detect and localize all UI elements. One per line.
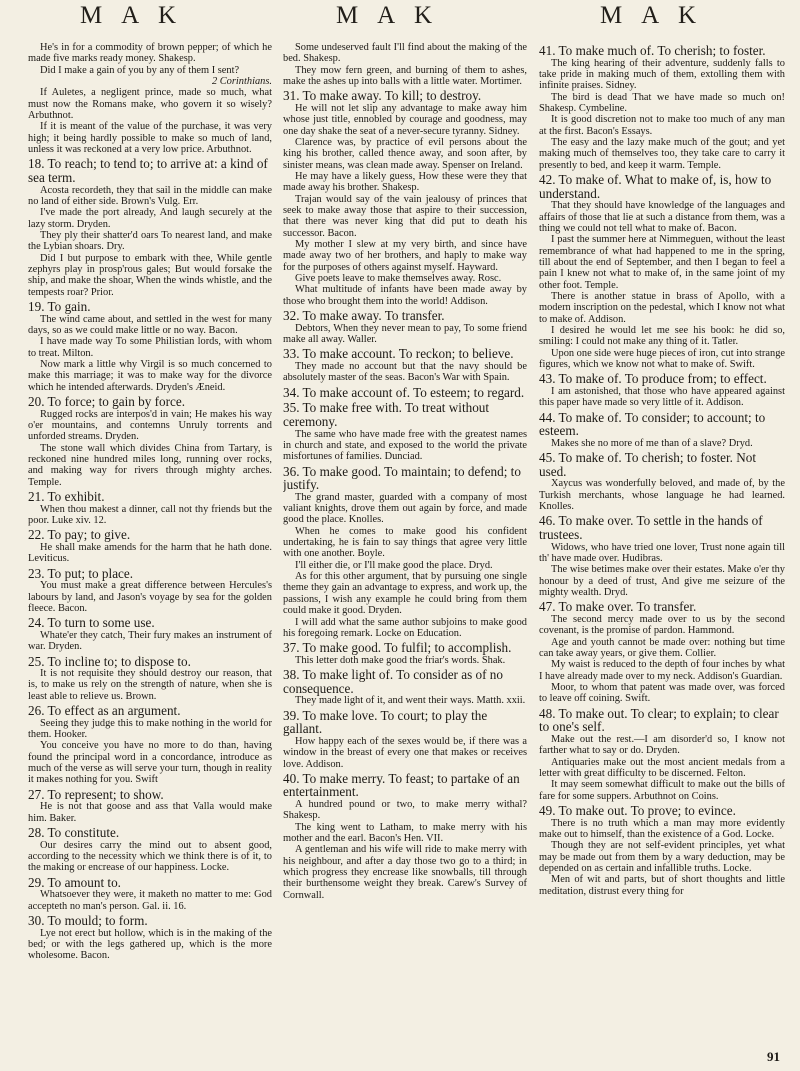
quotation-paragraph: Widows, who have tried one lover, Trust none again till th' have made over. Hudibras.: [539, 541, 785, 564]
quotation-paragraph: It is not requisite they should destroy our reason, that is, to make us rely on the strength of nature, when she is least able to relieve us. Brown.: [28, 668, 272, 702]
sense-heading: 39. To make love. To court; to play the gallant.: [283, 707, 488, 737]
sense-heading: 25. To incline to; to dispose to.: [28, 653, 191, 669]
quotation-paragraph: If it is meant of the value of the purchase, it was very high; it being hardly possible to make so much of land, unless it was reckoned at a very low price. Arbuthnot.: [28, 121, 272, 156]
quotation-paragraph: The king hearing of their adventure, suddenly falls to take pride in making much of them, extolling them with infinite praises. Sidney.: [539, 57, 785, 92]
quotation-paragraph: My waist is reduced to the depth of four inches by what I have already made over to my neck. Addison's Guardian.: [539, 659, 785, 682]
quotation-paragraph: A gentleman and his wife will ride to make merry with his neighbour, and after a day those two go to a third; in which progress they encrease like snowballs, till through their burthensome weight they break. Carew's Survey of Cornwall.: [283, 844, 527, 901]
sense-heading: 36. To make good. To maintain; to defend; to justify.: [283, 463, 521, 493]
sense-heading: 44. To make of. To consider; to account; to esteem.: [539, 409, 766, 439]
quotation-paragraph: Seeing they judge this to make nothing in the world for them. Hooker.: [28, 717, 272, 741]
quotation-paragraph: Makes she no more of me than of a slave? Dryd.: [551, 437, 753, 449]
quotation-paragraph: Though they are not self-evident principles, yet what may be made out from them by a wary deduction, may be depended on as certain and infallible truths. Locke.: [539, 840, 785, 874]
quotation-paragraph: Did I but purpose to embark with thee, While gentle zephyrs play in prosp'rous gales; But would forsake the ship, and make the shoar, When the winds whistle, and the tempests roar? Prior.: [28, 252, 272, 298]
quotation-paragraph: You conceive you have no more to do than, having found the principal word in a concordance, introduce as much of the verse as will serve your turn, though in reality it makes nothing for you. Swift: [28, 740, 272, 786]
quotation-paragraph: It may seem somewhat difficult to make out the bills of fare for some suppers. Arbuthnot on Coins.: [539, 779, 785, 802]
quotation-paragraph: Now mark a little why Virgil is so much concerned to make this marriage; it was to make way for the divorce which he intended afterwards. Dryden's Æneid.: [28, 359, 272, 393]
quotation-paragraph: You must make a great difference between Hercules's labours by land, and Jason's voyage by sea for the golden fleece. Bacon.: [28, 580, 272, 614]
sense-heading: 22. To pay; to give.: [28, 527, 131, 543]
quotation-paragraph: They made light of it, and went their ways. Matth. xxii.: [295, 695, 526, 707]
sense-heading: 30. To mould; to form.: [28, 913, 148, 928]
quotation-paragraph: He may have a likely guess, How these were they that made away his brother. Shakesp.: [283, 171, 527, 194]
quotation-paragraph: He shall make amends for the harm that he hath done. Leviticus.: [28, 541, 272, 565]
sense-heading: 49. To make out. To prove; to evince.: [539, 802, 736, 818]
quotation-paragraph: The wise betimes make over their estates. Make o'er thy honour by a deed of trust, And give me seizure of the mighty wealth. Dryd.: [539, 564, 785, 598]
quotation-paragraph: Acosta recordeth, they that sail in the middle can make no land of either side. Brown's Vulg. Err.: [28, 184, 272, 207]
quotation-paragraph: Xaycus was wonderfully beloved, and made of, by the Turkish merchants, whose language he had learned. Knolles.: [539, 478, 785, 513]
quotation-paragraph: Age and youth cannot be made over: nothing but time can take away years, or give them. Collier.: [539, 636, 785, 659]
quotation-paragraph: There is no truth which a man may more evidently make out to himself, than the existence of a God. Locke.: [539, 817, 785, 840]
quotation-paragraph: Whate'er they catch, Their fury makes an instrument of war. Dryden.: [28, 629, 272, 653]
sense-heading: 21. To exhibit.: [28, 489, 105, 505]
quotation-paragraph: I am astonished, that those who have appeared against this paper have made so very little of it. Addison.: [539, 385, 785, 409]
quotation-paragraph: The easy and the lazy make much of the gout; and yet making much of themselves too, they take care to carry it presently to bed, and keep it warm. Temple.: [539, 137, 785, 171]
quotation-paragraph: They made no account but that the navy should be absolutely master of the seas. Bacon's War with Spain.: [283, 361, 527, 384]
sense-heading: 37. To make good. To fulfil; to accomplish.: [283, 640, 512, 656]
sense-heading: 38. To make light of. To consider as of no consequence.: [283, 667, 503, 696]
quotation-paragraph: I'll either die, or I'll make good the place. Dryd.: [295, 559, 493, 571]
quotation-paragraph: Make out the rest.—I am disorder'd so, I know not farther what to say or do. Dryden.: [539, 733, 785, 757]
sense-heading: 23. To put; to place.: [28, 565, 134, 581]
sense-heading: 19. To gain.: [28, 299, 91, 315]
quotation-paragraph: When he comes to make good his confident undertaking, he is fain to say things that agree very little with one another. Boyle.: [283, 525, 527, 560]
quotation-paragraph: They ply their shatter'd oars To nearest land, and make the Lybian shoars. Dry.: [28, 230, 272, 253]
quotation-paragraph: When thou makest a dinner, call not thy friends but the poor. Luke xiv. 12.: [28, 503, 272, 526]
quotation-paragraph: How happy each of the sexes would be, if there was a window in the breast of every one that makes or receives love. Addison.: [283, 735, 527, 770]
quotation-paragraph: He is not that goose and ass that Valla would make him. Baker.: [28, 801, 272, 824]
quotation-paragraph: Moor, to whom that patent was made over, was forced to leave off coining. Swift.: [539, 681, 785, 705]
quotation-paragraph: I've made the port already, And laugh securely at the lazy storm. Dryden.: [28, 207, 272, 230]
quotation-paragraph: Clarence was, by practice of evil persons about the king his brother, called thence away, and soon after, by sinister means, was clean made away. Spenser on Ireland.: [283, 137, 527, 171]
quotation-paragraph: I will add what the same author subjoins to make good his foregoing remark. Locke on Education.: [283, 616, 527, 639]
quotation-paragraph: Men of wit and parts, but of short thoughts and little meditation, distrust every thing for: [539, 874, 785, 897]
quotation-paragraph: Whatsoever they were, it maketh no matter to me: God accepteth no man's person. Gal. ii. 16.: [28, 889, 272, 912]
sense-heading: 34. To make account of. To esteem; to regard.: [283, 384, 525, 400]
quotation-paragraph: I past the summer here at Nimmeguen, without the least remembrance of what had happened to me in the spring, till about the end of September, and then I began to feel a pain I knew not what to make of, in the same joint of my other foot. Temple.: [539, 234, 785, 291]
quotation-paragraph: The king went to Latham, to make merry with his mother and the earl. Bacon's Hen. VII.: [283, 821, 527, 845]
quotation-paragraph: The wind came about, and settled in the west for many days, so as we could make little or no way. Bacon.: [28, 313, 272, 336]
quotation-paragraph: Trajan would say of the vain jealousy of princes that seek to make away those that aspire to their succession, that there was never king that did put to death his successor. Bacon.: [283, 193, 527, 239]
quotation-paragraph: It is good discretion not to make too much of any man at the first. Bacon's Essays.: [539, 114, 785, 137]
quotation-paragraph: Upon one side were huge pieces of iron, cut into strange figures, which we know not what to make of. Swift.: [539, 347, 785, 371]
sense-heading: 47. To make over. To transfer.: [539, 599, 697, 615]
column-left: [28, 42, 272, 1062]
page-number: 91: [767, 1049, 780, 1064]
sense-heading: 27. To represent; to show.: [28, 786, 164, 802]
sense-heading: 26. To effect as an argument.: [28, 703, 181, 719]
sense-heading: 33. To make account. To reckon; to believe.: [283, 346, 514, 362]
quotation-paragraph: As for this other argument, that by pursuing one single theme they gain an advantage to express, and work up, the passions, I wish any example he could bring from them could make it good. Dryden.: [283, 571, 527, 617]
sense-heading: 45. To make of. To cherish; to foster. Not used.: [539, 450, 757, 479]
sense-heading: 28. To constitute.: [28, 825, 120, 841]
quotation-paragraph: Some undeserved fault I'll find about the making of the bed. Shakesp.: [283, 42, 527, 65]
quotation-paragraph: Debtors, When they never mean to pay, To some friend make all away. Waller.: [283, 322, 527, 346]
running-head-right: M A K: [600, 2, 704, 29]
quotation-paragraph: A hundred pound or two, to make merry withal? Shakesp.: [283, 799, 527, 822]
citation: 2 Corinthians.: [211, 76, 272, 88]
quotation-paragraph: This letter doth make good the friar's words. Shak.: [295, 654, 506, 666]
column-middle: [283, 42, 527, 1062]
quotation-paragraph: The same who have made free with the greatest names in church and state, and exposed to the world the private misfortunes of families. Dunciad.: [283, 428, 527, 463]
sense-heading: 29. To amount to.: [28, 874, 121, 890]
quotation-paragraph: He will not let slip any advantage to make away him whose just title, ennobled by courage and goodness, may one day shake the seat of a never-secure tyranny. Sidney.: [283, 102, 527, 137]
quotation-paragraph: Rugged rocks are interpos'd in vain; He makes his way o'er mountains, and contemns Unruly torrents and unforded streams. Dryden.: [28, 408, 272, 443]
quotation-paragraph: They mow fern green, and burning of them to ashes, make the ashes up into balls with a little water. Mortimer.: [283, 64, 527, 88]
quotation-paragraph: The second mercy made over to us by the second covenant, is the promise of pardon. Hammond.: [539, 613, 785, 637]
sense-heading: 31. To make away. To kill; to destroy.: [283, 88, 482, 104]
quotation-paragraph: The grand master, guarded with a company of most valiant knights, drove them out again by force, and made good the place. Knolles.: [283, 491, 527, 526]
sense-heading: 41. To make much of. To cherish; to foster.: [539, 43, 766, 58]
quotation-paragraph: If Auletes, a negligent prince, made so much, what must now the Romans make, who govern it so wisely? Arbuthnot.: [28, 87, 272, 122]
sense-heading: 18. To reach; to tend to; to arrive at: a kind of sea term.: [28, 156, 268, 186]
sense-heading: 43. To make of. To produce from; to effect.: [539, 371, 767, 387]
running-head-center: M A K: [336, 2, 440, 29]
sense-heading: 32. To make away. To transfer.: [283, 308, 445, 324]
sense-heading: 48. To make out. To clear; to explain; to clear to one's self.: [539, 705, 779, 735]
quotation-paragraph: I desired he would let me see his book: he did so, smiling: I could not make any thing of it. Tatler.: [539, 325, 785, 348]
quotation-paragraph: There is another statue in brass of Apollo, with a modern inscription on the pedestal, which I know not what to make of. Addison.: [539, 290, 785, 325]
quotation-paragraph: Our desires carry the mind out to absent good, according to the necessity which we think there is of it, to the making or encrease of our happiness. Locke.: [28, 839, 272, 874]
sense-heading: 40. To make merry. To feast; to partake of an entertainment.: [283, 770, 520, 800]
quotation-paragraph: Lye not erect but hollow, which is in the making of the bed; or with the legs gathered up, which is the more wholesome. Bacon.: [28, 927, 272, 962]
quotation-paragraph: What multitude of infants have been made away by those who brought them into the world! Addison.: [283, 284, 527, 307]
column-right: [539, 42, 785, 1062]
quotation-paragraph: That they should have knowledge of the languages and affairs of those that lie at such a distance from them, was a thing we could not tell what to make of. Bacon.: [539, 200, 785, 234]
sense-heading: 24. To turn to some use.: [28, 615, 155, 631]
quotation-paragraph: The bird is dead That we have made so much on! Shakesp. Cymbeline.: [539, 91, 785, 114]
running-head-left: M A K: [80, 2, 184, 29]
quotation-paragraph: Did I make a gain of you by any of them I sent?: [40, 64, 240, 76]
quotation-paragraph: Give poets leave to make themselves away. Rosc.: [295, 273, 502, 285]
quotation-paragraph: I have made way To some Philistian lords, with whom to treat. Milton.: [28, 336, 272, 359]
sense-heading: 42. To make of. What to make of, is, how to understand.: [539, 172, 772, 201]
quotation-paragraph: Antiquaries make out the most ancient medals from a letter with great difficulty to be discerned. Felton.: [539, 756, 785, 779]
sense-heading: 46. To make over. To settle in the hands of trustees.: [539, 513, 763, 542]
quotation-paragraph: My mother I slew at my very birth, and since have made away two of her brothers, and haply to make way for the purposes of others against myself. Hayward.: [283, 239, 527, 273]
running-heads: [0, 2, 800, 42]
quotation-paragraph: He's in for a commodity of brown pepper; of which he made five marks ready money. Shakesp.: [28, 42, 272, 65]
quotation-paragraph: The stone wall which divides China from Tartary, is reckoned nine hundred miles long, running over rocks, and making way for rivers through mighty arches. Temple.: [28, 442, 272, 488]
sense-heading: 35. To make free with. To treat without ceremony.: [283, 400, 490, 429]
sense-heading: 20. To force; to gain by force.: [28, 394, 186, 410]
